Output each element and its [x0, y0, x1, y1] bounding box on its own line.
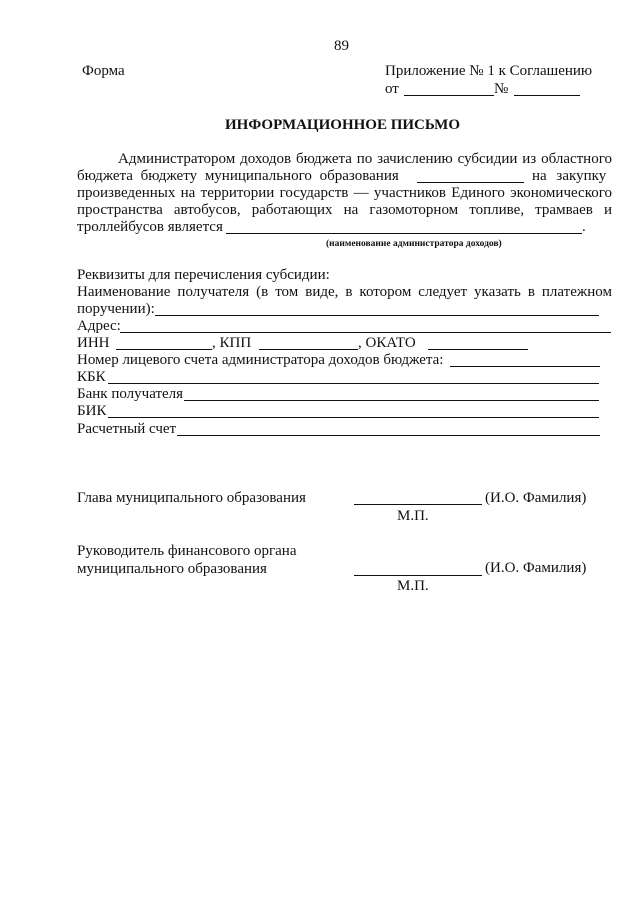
kpp-field[interactable]: [259, 349, 358, 350]
okato-field[interactable]: [428, 349, 528, 350]
bank-label: Банк получателя: [77, 386, 184, 402]
settlement-account-field[interactable]: [177, 435, 600, 436]
intro-line-1: [118, 151, 612, 168]
administrator-field[interactable]: [226, 233, 582, 234]
inn-label: ИНН: [77, 335, 110, 351]
signatory-2-title-line-1: Руководитель финансового органа: [77, 543, 297, 559]
intro-line-2b: на закупку: [532, 168, 607, 184]
signatory-1-signature-field[interactable]: [354, 504, 482, 505]
bik-label: БИК: [77, 403, 107, 419]
intro-line-5a: троллейбусов является: [77, 219, 223, 235]
intro-line-5b: .: [582, 219, 586, 235]
intro-line-2a: бюджета бюджету муниципального образования: [77, 168, 399, 184]
kpp-label: , КПП: [212, 335, 252, 351]
page-number: 89: [334, 38, 349, 54]
intro-line-4: [77, 202, 612, 219]
recipient-line-2: поручении):: [77, 301, 155, 317]
kbk-label: КБК: [77, 369, 106, 385]
intro-text: Администратором доходов бюджета по зачислению субсидии из областного: [118, 151, 612, 167]
intro-text: пространства автобусов, работающих на газомоторном топливе, трамваев и: [77, 202, 612, 218]
municipality-field[interactable]: [417, 182, 524, 183]
inn-field[interactable]: [116, 349, 212, 350]
intro-text: произведенных на территории государств — участников Единого экономического: [77, 185, 612, 201]
okato-label: , ОКАТО: [358, 335, 416, 351]
kbk-field[interactable]: [108, 383, 599, 384]
appendix-label: Приложение № 1 к Соглашению: [385, 63, 593, 79]
document-title: ИНФОРМАЦИОННОЕ ПИСЬМО: [225, 117, 461, 133]
signatory-1-title: Глава муниципального образования: [77, 490, 306, 506]
account-number-label: Номер лицевого счета администратора доходов бюджета:: [77, 352, 444, 368]
address-field[interactable]: [120, 332, 611, 333]
signatory-1-name-hint: (И.О. Фамилия): [485, 490, 587, 506]
address-label: Адрес:: [77, 318, 121, 334]
administrator-caption: (наименование администратора доходов): [326, 239, 502, 249]
signatory-1-stamp: М.П.: [397, 508, 429, 524]
signatory-2-signature-field[interactable]: [354, 575, 482, 576]
signatory-2-name-hint: (И.О. Фамилия): [485, 560, 587, 576]
recipient-line-1: [77, 284, 612, 301]
date-field[interactable]: [404, 95, 494, 96]
requisites-heading: Реквизиты для перечисления субсидии:: [77, 267, 330, 283]
signatory-2-title-line-2: муниципального образования: [77, 561, 267, 577]
bik-field[interactable]: [108, 417, 599, 418]
settlement-account-label: Расчетный счет: [77, 421, 177, 437]
recipient-text: Наименование получателя (в том виде, в котором следует указать в платежном: [77, 284, 612, 300]
form-label: Форма: [82, 63, 125, 79]
intro-line-3: [77, 185, 612, 202]
bank-field[interactable]: [184, 400, 599, 401]
signatory-2-stamp: М.П.: [397, 578, 429, 594]
number-field[interactable]: [514, 95, 580, 96]
date-label: от: [385, 81, 399, 97]
recipient-field[interactable]: [155, 315, 599, 316]
account-number-field[interactable]: [450, 366, 600, 367]
number-label: №: [494, 81, 509, 97]
